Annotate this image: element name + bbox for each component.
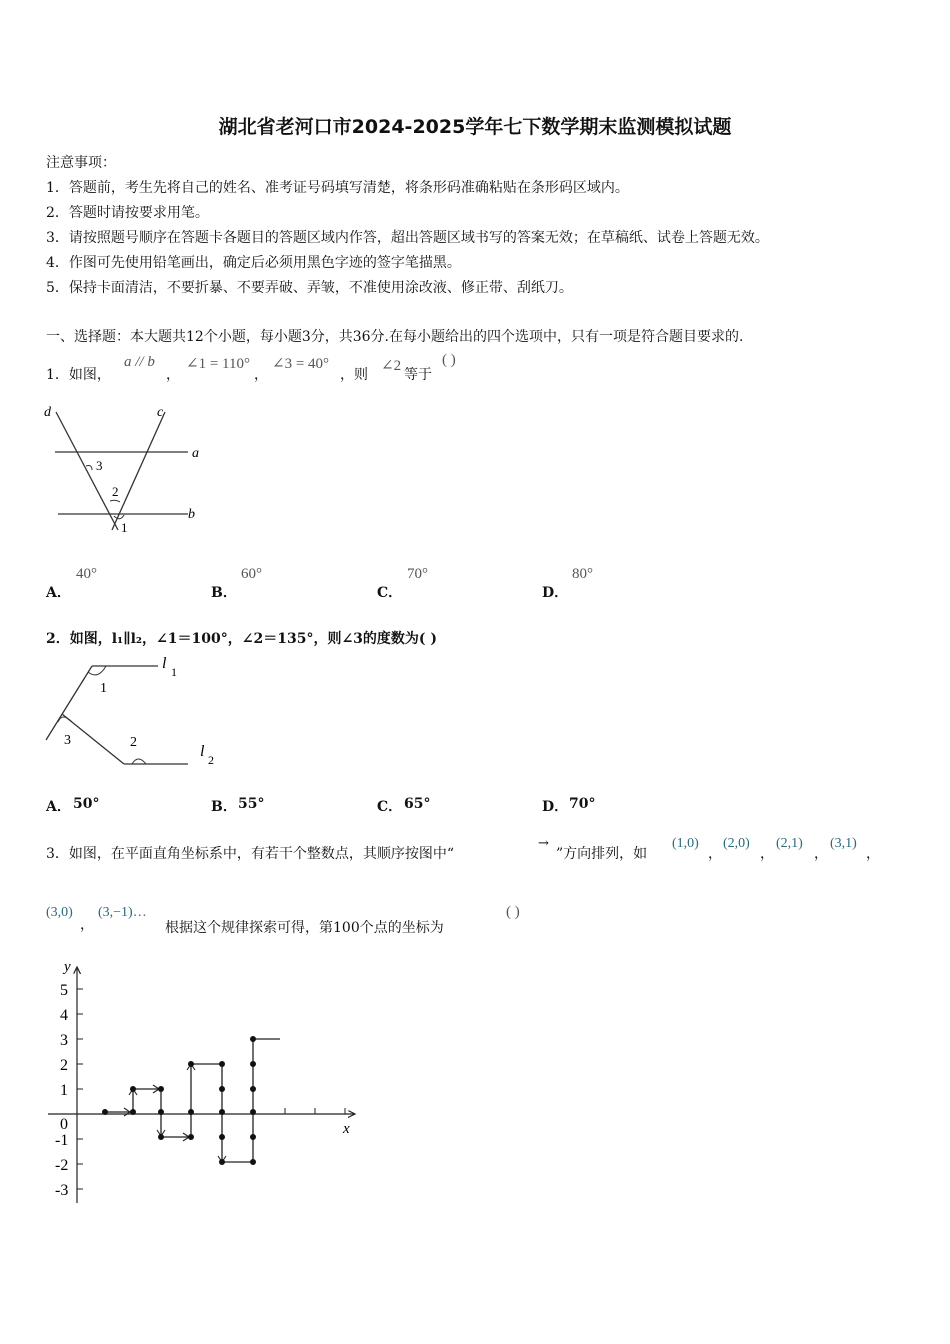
notice-heading: 注意事项：: [46, 155, 116, 171]
q3-y-axis-label: y: [64, 959, 71, 975]
q2-label-3: 3: [64, 733, 71, 748]
q3-prefix: 3．如图，在平面直角坐标系中，有若干个整数点，其顺序按图中“: [46, 846, 455, 862]
q3-point: (2,1): [776, 836, 803, 851]
q2-label-l1-sub: 1: [171, 665, 177, 679]
q1-sep: ，: [166, 367, 180, 383]
q3-paren: ( ): [506, 904, 520, 920]
q3-point: (3,0): [46, 905, 73, 920]
q2-label-l2-sub: 2: [208, 753, 214, 767]
q3-tail: 根据这个规律探索可得，第100个点的坐标为: [165, 920, 444, 936]
q1-option-d-value[interactable]: 80°: [572, 566, 593, 582]
q1-option-a-value[interactable]: 40°: [76, 566, 97, 582]
q3-comma: ，: [866, 846, 880, 862]
q1-label-2: 2: [112, 484, 119, 499]
q3-point: (3,1): [830, 836, 857, 851]
q2-text: 2．如图，l₁∥l₂，∠1＝100°，∠2＝135°，则∠3的度数为( ): [46, 631, 438, 647]
q2-label-l2: l: [200, 743, 205, 760]
q1-label-d: d: [44, 405, 51, 420]
section-heading: 一、选择题：本大题共12个小题，每小题3分，共36分.在每小题给出的四个选项中，只有一项是符合题目要求的.: [46, 329, 744, 345]
q1-label-1: 1: [121, 520, 128, 535]
q1-angle1: ∠1 = 110°: [186, 356, 250, 372]
q1-label-3: 3: [96, 458, 103, 473]
q3-point: (3,−1)…: [98, 905, 147, 920]
q1-angle2: ∠2: [381, 358, 402, 374]
q2-label-2: 2: [130, 735, 137, 750]
page-title: 湖北省老河口市2024-2025学年七下数学期末监测模拟试题: [218, 116, 732, 138]
q1-option-b-value[interactable]: 60°: [241, 566, 262, 582]
notice-item: 5．保持卡面清洁，不要折暴、不要弄破、弄皱，不准使用涂改液、修正带、刮纸刀。: [46, 280, 573, 296]
q1-then: ，则: [340, 367, 368, 383]
q1-option-d-letter: D．: [542, 585, 569, 601]
q3-comma: ，: [760, 846, 774, 862]
q2-label-l1: l: [162, 655, 167, 672]
q1-sep: ，: [254, 367, 268, 383]
q3-comma: ，: [80, 917, 94, 933]
q3-y-tick: -3: [55, 1182, 69, 1199]
q1-prefix: 1．如图，: [46, 367, 111, 383]
q2-figure: [40, 652, 230, 777]
q3-mid: ”方向排列，如: [556, 846, 648, 862]
q1-label-c: c: [157, 405, 164, 420]
q1-label-b: b: [188, 507, 195, 522]
q3-x-axis-label: x: [343, 1121, 350, 1137]
notice-item: 4．作图可先使用铅笔画出，确定后必须用黑色字迹的签字笔描黑。: [46, 255, 461, 271]
q2-label-1: 1: [100, 681, 107, 696]
q2-option-d-letter: D．: [542, 799, 569, 815]
notice-item: 3．请按照题号顺序在答题卡各题目的答题区域内作答，超出答题区域书写的答案无效；在草稿纸、试卷上答题无效。: [46, 230, 769, 246]
q2-option-a-value[interactable]: 50°: [73, 796, 100, 812]
q2-option-b-value[interactable]: 55°: [238, 796, 265, 812]
q3-y-tick: 1: [60, 1082, 68, 1099]
q3-y-tick: -1: [55, 1132, 69, 1149]
q1-paren: ( ): [442, 352, 456, 368]
q2-option-c-letter: C．: [377, 799, 403, 815]
q3-y-tick: -2: [55, 1157, 69, 1174]
q3-y-tick: 2: [60, 1057, 68, 1074]
q1-option-c-letter: C．: [377, 585, 403, 601]
q3-y-tick: 5: [60, 982, 68, 999]
q1-parallel: a // b: [124, 354, 155, 370]
q1-figure: [40, 398, 210, 543]
q3-graph: [40, 955, 370, 1210]
q1-option-b-letter: B．: [211, 585, 237, 601]
q3-comma: ，: [708, 846, 722, 862]
q2-option-d-value[interactable]: 70°: [569, 796, 596, 812]
q2-option-a-letter: A．: [46, 799, 71, 815]
q1-suffix: 等于: [404, 367, 432, 383]
q1-angle3: ∠3 = 40°: [272, 356, 330, 372]
notice-item: 1．答题前，考生先将自己的姓名、准考证号码填写清楚，将条形码准确粘贴在条形码区域内。: [46, 180, 629, 196]
q1-option-a-letter: A．: [46, 585, 71, 601]
q3-y-tick: 3: [60, 1032, 68, 1049]
q3-point: (2,0): [723, 836, 750, 851]
q3-point: (1,0): [672, 836, 699, 851]
q2-option-c-value[interactable]: 65°: [404, 796, 431, 812]
q3-arrow: →: [538, 836, 549, 851]
notice-item: 2．答题时请按要求用笔。: [46, 205, 209, 221]
q2-option-b-letter: B．: [211, 799, 237, 815]
q1-option-c-value[interactable]: 70°: [407, 566, 428, 582]
q3-y-tick: 0: [60, 1116, 68, 1133]
q3-y-tick: 4: [60, 1007, 68, 1024]
q1-label-a: a: [192, 446, 199, 461]
q3-comma: ，: [814, 846, 828, 862]
